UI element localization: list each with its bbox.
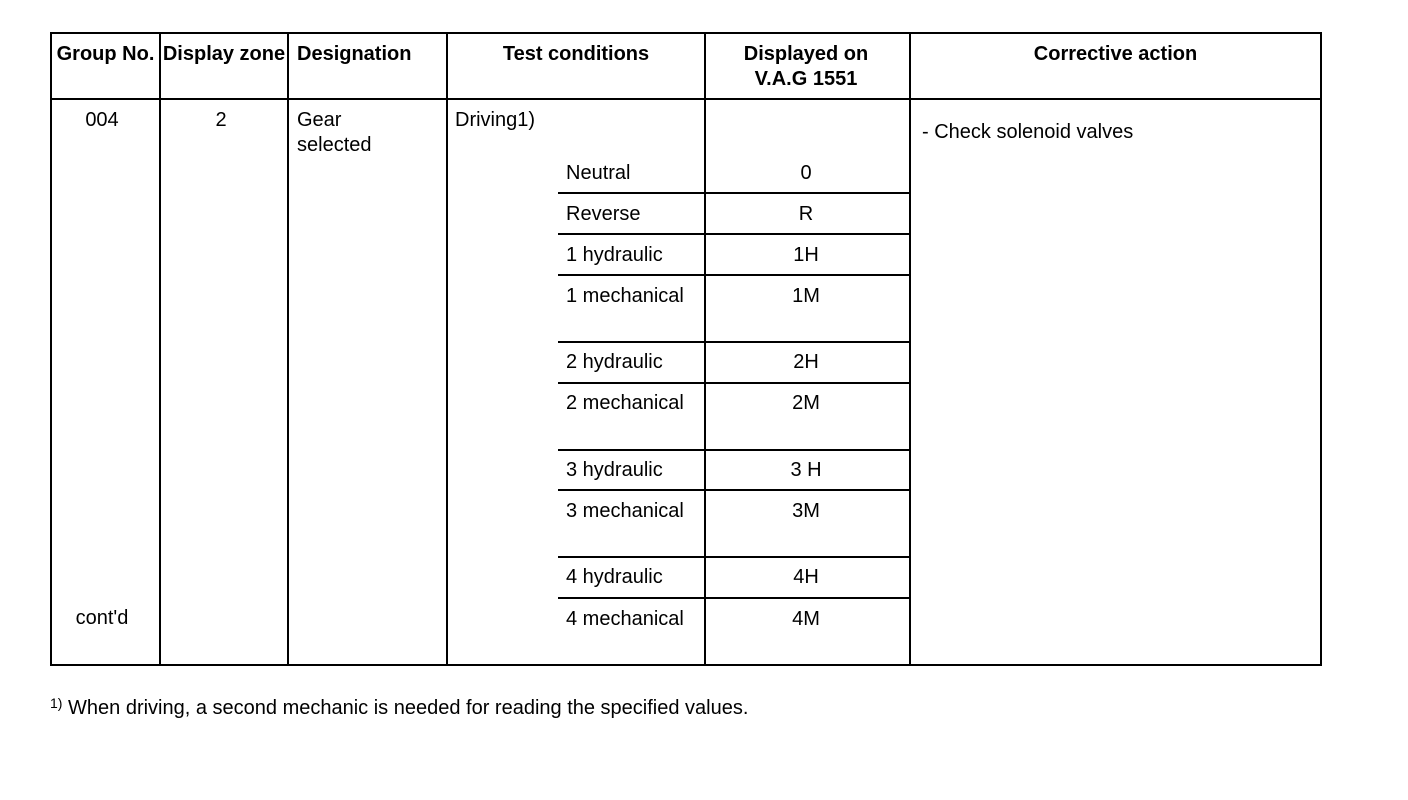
row-divider: [558, 382, 910, 384]
condition-label: Reverse: [566, 203, 641, 225]
header-corrective-action: Corrective action: [1033, 43, 1198, 65]
displayed-value: 1H: [793, 244, 819, 266]
header-displayed-on: Displayed on V.A.G 1551: [743, 43, 869, 90]
group-number: 004: [85, 109, 119, 131]
condition-label: 4 mechanical: [566, 608, 684, 630]
header-display-zone: Display zone: [162, 43, 286, 65]
header-group-no: Group No.: [56, 43, 155, 65]
display-zone-value: 2: [215, 109, 227, 131]
condition-label: 1 mechanical: [566, 285, 684, 307]
displayed-value: 3 H: [790, 459, 822, 481]
designation-value: Gear selected: [297, 109, 372, 156]
row-divider: [558, 274, 910, 276]
row-divider: [558, 192, 910, 194]
condition-label: 2 hydraulic: [566, 351, 663, 373]
displayed-value: 2H: [793, 351, 819, 373]
header-divider: [50, 98, 1322, 100]
column-divider: [909, 32, 911, 666]
condition-label: 2 mechanical: [566, 392, 684, 414]
corrective-action-value: - Check solenoid valves: [922, 121, 1134, 143]
row-divider: [558, 597, 910, 599]
header-test-conditions: Test conditions: [502, 43, 650, 65]
displayed-value: 1M: [792, 285, 820, 307]
condition-label: 4 hydraulic: [566, 566, 663, 588]
displayed-value: 3M: [792, 500, 820, 522]
displayed-value: 2M: [792, 392, 820, 414]
column-divider: [446, 32, 448, 666]
displayed-value: 4M: [792, 608, 820, 630]
row-divider: [558, 556, 910, 558]
displayed-value: 4H: [793, 566, 819, 588]
header-designation: Designation: [297, 43, 412, 65]
displayed-value: R: [798, 203, 814, 225]
condition-label: 3 hydraulic: [566, 459, 663, 481]
row-divider: [558, 449, 910, 451]
test-condition-value: Driving1): [455, 109, 536, 131]
group-continued: cont'd: [75, 607, 129, 629]
row-divider: [558, 489, 910, 491]
column-divider: [287, 32, 289, 666]
condition-label: 3 mechanical: [566, 500, 684, 522]
condition-label: 1 hydraulic: [566, 244, 663, 266]
footnote-text: When driving, a second mechanic is needed for reading the specified values.: [68, 697, 749, 719]
footnote: [50, 696, 748, 722]
displayed-value: 0: [800, 162, 812, 184]
row-divider: [558, 233, 910, 235]
footnote-marker: 1): [50, 695, 63, 711]
condition-label: Neutral: [566, 162, 631, 184]
row-divider: [558, 341, 910, 343]
